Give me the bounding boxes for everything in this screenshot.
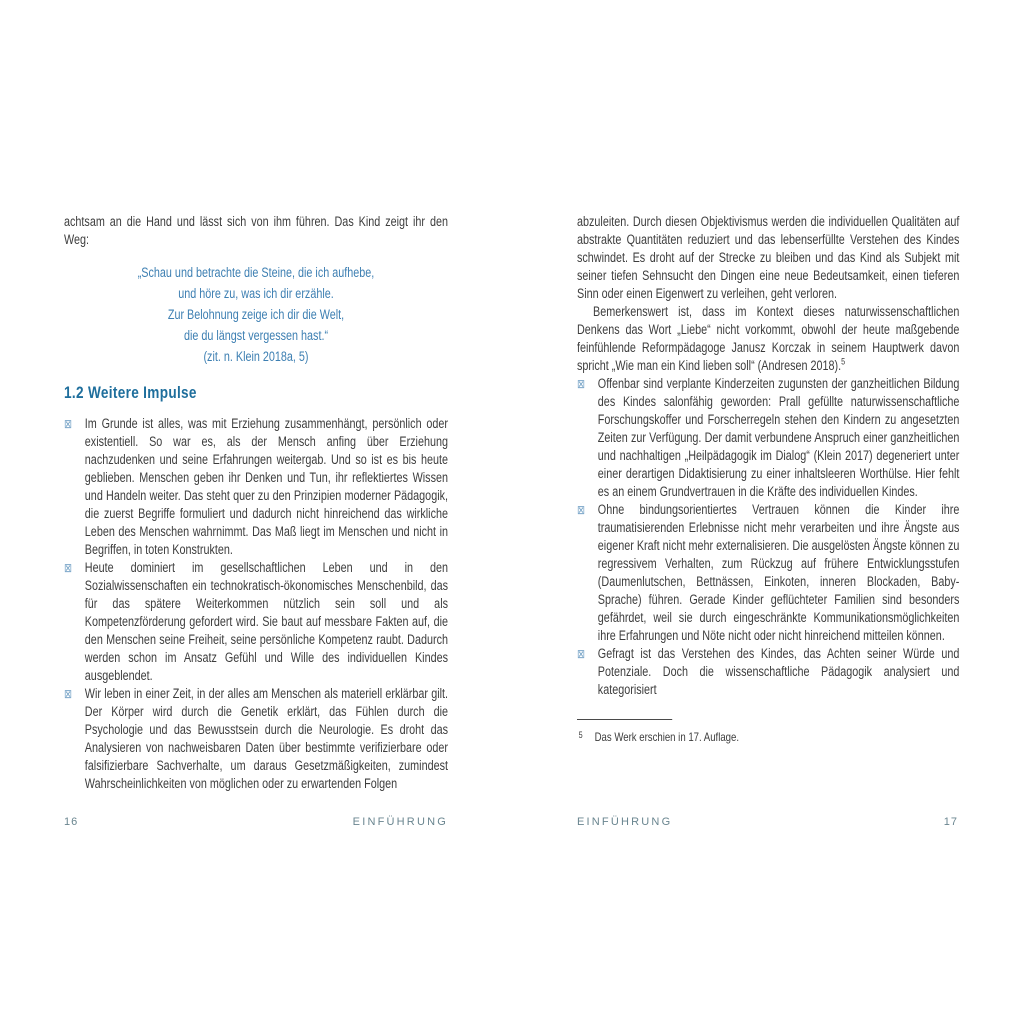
page-number: 16 (64, 816, 79, 828)
right-bullet-list (577, 375, 959, 699)
list-item-text: Offenbar sind verplante Kinderzeiten zugunsten der ganzheitlichen Bildung des Kindes salonfähig geworden: Prall gefüllte naturwissenschaftliche Forschungskoffer und Forscherregeln stehen den Kindern zu angesetzten Zeiten zur Verfügung. Der damit verbundene Anspruch einer ganzheitlichen und nachhaltigen „Heilpädagogik im Dialog“ (Klein 2017) degeneriert unter einer derartigen Didaktisierung zu einer inhaltsleeren Worthülse. Hier fehlt es an einem Grundvertrauen in die Kräfte des individuellen Kindes. (597, 376, 960, 499)
quote-line: Zur Belohnung zeige ich dir die Welt, (167, 307, 345, 322)
verse-quote (64, 262, 448, 367)
footnote-block (577, 719, 959, 745)
list-item-text: Heute dominiert im gesellschaftlichen Leben und in den Sozialwissenschaften ein technokratisch-ökonomisches Menschenbild, das für das spätere Weiterkommen nützlich sein soll und als Kompetenzförderung gefordert wird. Sie baut auf messbare Fakten auf, die den Menschen seine Freiheit, seine persönliche Kompetenz raubt. Dadurch werden schon im Ansatz Gefühl und Wille des individuellen Kindes ausgeblendet. (84, 560, 449, 683)
left-intro-paragraph: achtsam an die Hand und lässt sich von ihm führen. Das Kind zeigt ihr den Weg: (64, 214, 448, 247)
footnote-reference: 5 (841, 356, 846, 367)
boxed-x-bullet-icon: ⊠ (577, 503, 586, 517)
right-paragraph-2 (577, 303, 959, 375)
left-bullet-list (64, 415, 448, 793)
list-item (577, 645, 959, 699)
boxed-x-bullet-icon: ⊠ (64, 417, 73, 431)
right-paragraph-1: abzuleiten. Durch diesen Objektivismus werden die individuellen Qualitäten auf abstrakte Quantitäten reduziert und das lebenserfüllte Verstehen des Kindes schwindet. Es droht auf der Strecke zu bleiben und das Kind als Subjekt mit seiner tiefen Sehnsucht den Dingen eine neue Bedeutsamkeit, einen tieferen Sinn oder einen Eigenwert zu verleihen, geht verloren. (577, 214, 960, 301)
list-item-text: Gefragt ist das Verstehen des Kindes, das Achten seiner Würde und Potenziale. Doch die wissenschaftliche Pädagogik analysiert und kategorisiert (597, 646, 960, 697)
list-item (64, 559, 448, 685)
left-page (64, 213, 544, 793)
right-page (577, 213, 1024, 745)
list-item-text: Wir leben in einer Zeit, in der alles am Menschen als materiell erklärbar gilt. Der Körper wird durch die Genetik erklärt, das Fühlen durch die Psychologie und das Bewusstsein durch die Neurologie. Es droht das Analysieren von nachweisbaren Daten über bestimmte verifizierbare oder falsifizierbare Sachverhalte, um daraus Gesetzmäßigkeiten, zumindest Wahrscheinlichkeiten von möglichen oder zu erwartenden Folgen (84, 686, 449, 791)
quote-line: „Schau und betrachte die Steine, die ich aufhebe, (137, 265, 375, 280)
list-item-text: Ohne bindungsorientiertes Vertrauen können die Kinder ihre traumatisierenden Erlebnisse nicht mehr verarbeiten und ihre Ängste aus eigener Kraft nicht mehr externalisieren. Die ausgelösten Ängste können zu regressivem Verhalten, zum Rückzug auf frühere Entwicklungsstufen (Daumenlutschen, Bettnässen, Einkoten, inneren Blockaden, Baby-Sprache) führen. Gerade Kinder geflüchteter Familien sind besonders gefährdet, weil sie durch eingeschränkte Kommunikationsmöglichkeiten ihre Erfahrungen und Nöte nicht oder nicht hinreichend mitteilen können. (597, 502, 960, 643)
boxed-x-bullet-icon: ⊠ (577, 377, 586, 391)
right-page-footer (577, 816, 958, 828)
footnote (577, 729, 959, 745)
footnote-separator (577, 719, 672, 720)
quote-citation: (zit. n. Klein 2018a, 5) (203, 349, 309, 364)
list-item (64, 415, 448, 559)
quote-line: die du längst vergessen hast.“ (183, 328, 329, 343)
paragraph-text: Bemerkenswert ist, dass im Kontext dieses naturwissenschaftlichen Denkens das Wort „Liebe“ nicht vorkommt, obwohl der heute maßgebende feinfühlende Reformpädagoge Janusz Korczak in seinem Hauptwerk davon spricht „Wie man ein Kind lieben soll“ (Andresen 2018). (577, 304, 960, 373)
running-title: EINFÜHRUNG (352, 816, 448, 828)
running-title: EINFÜHRUNG (577, 816, 673, 828)
left-page-footer (64, 816, 448, 828)
boxed-x-bullet-icon: ⊠ (577, 647, 586, 661)
quote-line: und höre zu, was ich dir erzähle. (178, 286, 334, 301)
list-item (64, 685, 448, 793)
section-heading: 1.2 Weitere Impulse (64, 383, 197, 402)
list-item-text: Im Grunde ist alles, was mit Erziehung zusammenhängt, persönlich oder existentiell. So war es, als der Mensch anfing über Erziehung nachzudenken und seine Erfahrungen weitergab. Und so ist es bis heute geblieben. Menschen geben ihr Denken und Tun, ihr reflektiertes Wissen und Handeln weiter. Das steht quer zu den Prinzipien moderner Pädagogik, die zuerst Begriffe formuliert und dadurch nicht hinreichend das wirkliche Leben des Menschen wahrnimmt. Das Maß liegt im Menschen und nicht in Begriffen, in toten Konstrukten. (84, 416, 449, 557)
footnote-text: Das Werk erschien in 17. Auflage. (594, 730, 740, 744)
boxed-x-bullet-icon: ⊠ (64, 687, 73, 701)
page-number: 17 (943, 816, 958, 828)
list-item (577, 501, 959, 645)
list-item (577, 375, 959, 501)
footnote-marker: 5 (578, 730, 583, 740)
boxed-x-bullet-icon: ⊠ (64, 561, 73, 575)
